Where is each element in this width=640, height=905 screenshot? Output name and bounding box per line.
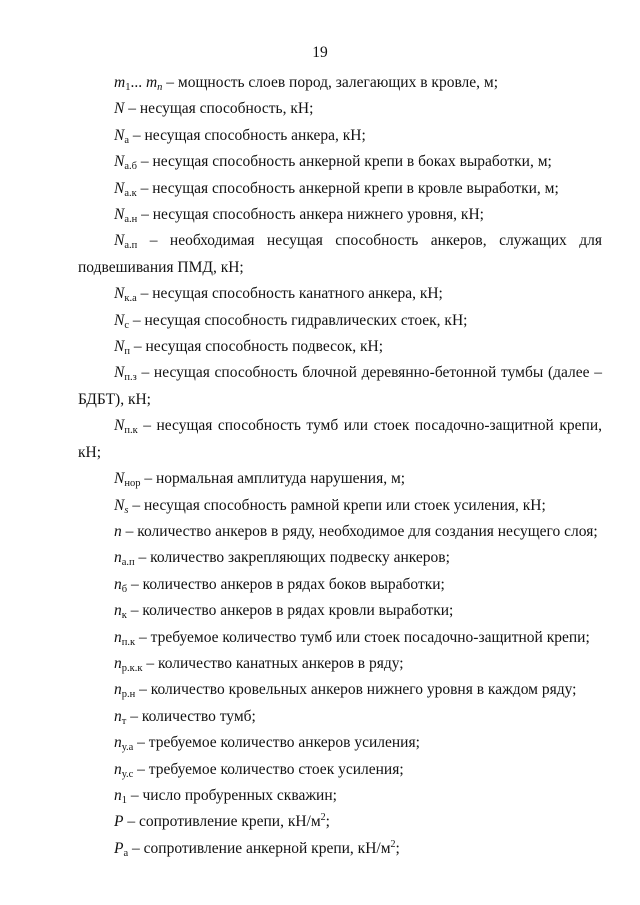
symbol: P: [114, 839, 124, 857]
entry-indent: [78, 840, 114, 857]
symbol: P: [114, 813, 124, 831]
definition-entry: [78, 809, 602, 835]
symbol-subscript: нор: [124, 478, 141, 490]
symbol: N: [114, 100, 125, 118]
symbol-subscript: р.н: [121, 689, 136, 701]
definition-text: – несущая способность анкера, кН;: [129, 126, 366, 144]
definition-text: – сопротивление крепи, кН/м: [123, 813, 321, 831]
symbol-subscript: п.к: [124, 425, 138, 437]
definition-text: – сопротивление анкерной крепи, кН/м: [128, 839, 391, 857]
definition-entry: [78, 783, 602, 809]
definition-entry: [78, 545, 602, 571]
definition-text: – количество анкеров в рядах боков выработки;: [127, 575, 445, 593]
definition-text: – несущая способность блочной деревянно-бетонной тумбы (далее – БДБТ), кН;: [78, 364, 602, 408]
definition-entry: [78, 360, 602, 413]
definition-text: – требуемое количество стоек усиления;: [133, 760, 404, 778]
symbol: N: [114, 179, 125, 197]
symbol: m: [145, 74, 158, 91]
definition-text: – несущая способность, кН;: [124, 100, 314, 118]
symbol-subscript: 1: [125, 82, 131, 93]
entry-indent: [78, 364, 114, 381]
definition-text: – несущая способность гидравлических стоек, кН;: [129, 311, 468, 329]
definition-text: – количество анкеров в ряду, необходимое для создания несущего слоя;: [121, 522, 598, 540]
definition-text: – количество закрепляющих подвеску анкеров;: [134, 549, 450, 567]
entry-indent: [78, 734, 114, 751]
symbol-subscript: n: [157, 82, 163, 93]
symbol-subscript: s: [124, 504, 129, 516]
symbol: n: [114, 575, 122, 593]
symbol-subscript: т: [121, 715, 127, 727]
definition-entry: [78, 598, 602, 624]
symbol-subscript: п.з: [124, 372, 137, 384]
definitions-list: [78, 70, 602, 862]
definition-text: – количество анкеров в рядах кровли выработки;: [126, 602, 454, 620]
entry-indent: [78, 417, 114, 434]
definition-text: – количество канатных анкеров в ряду;: [142, 654, 404, 672]
symbol-subscript: а.п: [121, 557, 135, 569]
entry-indent: [78, 312, 114, 329]
definition-entry: [78, 202, 602, 228]
definition-text: – мощность слоев пород, залегающих в кровле, м;: [162, 74, 499, 91]
definition-entry: [78, 572, 602, 598]
definition-entry: [78, 413, 602, 466]
definition-entry: [78, 228, 602, 281]
symbol-subscript: б: [121, 583, 128, 595]
symbol-subscript: а.б: [124, 161, 137, 173]
definition-text: – несущая способность анкера нижнего уровня, кН;: [137, 206, 484, 224]
definition-entry: [78, 70, 602, 96]
definition-entry: [78, 466, 602, 492]
entry-indent: [78, 761, 114, 778]
definition-entry: [78, 96, 602, 122]
symbol: N: [114, 153, 125, 171]
entry-indent: [78, 180, 114, 197]
definition-text: – требуемое количество тумб или стоек посадочно-защитной крепи;: [135, 628, 590, 646]
entry-indent: [78, 153, 114, 170]
definition-entry: [78, 757, 602, 783]
symbol: N: [114, 496, 125, 514]
entry-indent: [78, 74, 114, 91]
definition-entry: [78, 334, 602, 360]
symbol-subscript: а.п: [124, 240, 138, 252]
entry-indent: [78, 232, 114, 249]
definition-text: – число пробуренных скважин;: [127, 786, 337, 804]
symbol: n: [114, 786, 122, 804]
symbol-subscript: к.а: [124, 293, 137, 305]
symbol-subscript: п.к: [121, 636, 136, 648]
unit-superscript: 2: [320, 812, 326, 824]
entry-indent: [78, 127, 114, 144]
symbol-separator: ...: [130, 74, 146, 91]
definition-entry: [78, 149, 602, 175]
symbol: n: [114, 734, 122, 752]
definition-text: – количество кровельных анкеров нижнего уровня в каждом ряду;: [135, 681, 577, 699]
symbol-subscript: у.а: [121, 742, 134, 754]
symbol: N: [114, 232, 125, 250]
symbol-subscript: а: [123, 847, 129, 859]
definition-entry: [78, 677, 602, 703]
entry-indent: [78, 338, 114, 355]
symbol: m: [114, 74, 126, 91]
symbol: N: [114, 417, 125, 435]
symbol: N: [114, 285, 125, 303]
definition-entry: [78, 493, 602, 519]
symbol: n: [114, 681, 122, 699]
definition-entry: [78, 308, 602, 334]
definition-entry: [78, 704, 602, 730]
entry-indent: [78, 470, 114, 487]
definition-text: – несущая способность канатного анкера, кН;: [136, 285, 443, 303]
definition-tail: ;: [325, 813, 330, 831]
entry-indent: [78, 708, 114, 725]
definition-text: – количество тумб;: [126, 707, 256, 725]
definition-text: – несущая способность тумб или стоек посадочно-защитной крепи, кН;: [78, 417, 602, 461]
entry-indent: [78, 285, 114, 302]
definition-entry: [78, 730, 602, 756]
symbol: N: [114, 206, 125, 224]
definition-text: – необходимая несущая способность анкеров, служащих для подвешивания ПМД, кН;: [78, 232, 602, 276]
symbol-subscript: у.с: [121, 768, 134, 780]
entry-indent: [78, 681, 114, 698]
symbol: n: [114, 760, 122, 778]
definition-tail: ;: [395, 839, 400, 857]
definition-text: – требуемое количество анкеров усиления;: [133, 734, 420, 752]
definition-entry: [78, 651, 602, 677]
entry-indent: [78, 787, 114, 804]
symbol-subscript: а: [124, 134, 130, 146]
definition-entry: [78, 123, 602, 149]
symbol-subscript: п: [124, 346, 130, 358]
entry-indent: [78, 602, 114, 619]
symbol: N: [114, 338, 125, 356]
symbol: n: [114, 602, 122, 620]
symbol: N: [114, 311, 125, 329]
definition-entry: [78, 519, 602, 545]
definition-text: – нормальная амплитуда нарушения, м;: [140, 470, 406, 488]
symbol: N: [114, 126, 125, 144]
definition-text: – несущая способность рамной крепи или стоек усиления, кН;: [128, 496, 546, 514]
symbol: n: [114, 707, 122, 725]
definition-entry: [78, 625, 602, 651]
entry-indent: [78, 655, 114, 672]
entry-indent: [78, 549, 114, 566]
symbol: n: [114, 628, 122, 646]
symbol-subscript: а.к: [124, 187, 137, 199]
definition-text: – несущая способность анкерной крепи в кровле выработки, м;: [136, 179, 559, 197]
symbol: n: [114, 522, 122, 540]
definition-entry: [78, 281, 602, 307]
entry-indent: [78, 576, 114, 593]
symbol: n: [114, 549, 122, 567]
symbol-subscript: с: [124, 319, 130, 331]
definition-text: – несущая способность анкерной крепи в боках выработки, м;: [136, 153, 552, 171]
symbol: N: [114, 364, 125, 382]
page-number: 19: [312, 44, 328, 61]
symbol: N: [114, 470, 125, 488]
symbol-subscript: к: [121, 610, 127, 622]
entry-indent: [78, 523, 114, 540]
symbol-subscript: р.к.к: [121, 662, 143, 674]
unit-superscript: 2: [390, 838, 396, 850]
definition-entry: [78, 176, 602, 202]
symbol-subscript: а.н: [124, 214, 138, 226]
entry-indent: [78, 813, 114, 830]
definition-entry: [78, 836, 602, 862]
symbol: n: [114, 654, 122, 672]
entry-indent: [78, 497, 114, 514]
symbol-subscript: 1: [121, 794, 127, 806]
entry-indent: [78, 629, 114, 646]
definition-text: – несущая способность подвесок, кН;: [129, 338, 384, 356]
entry-indent: [78, 206, 114, 223]
entry-indent: [78, 100, 114, 117]
